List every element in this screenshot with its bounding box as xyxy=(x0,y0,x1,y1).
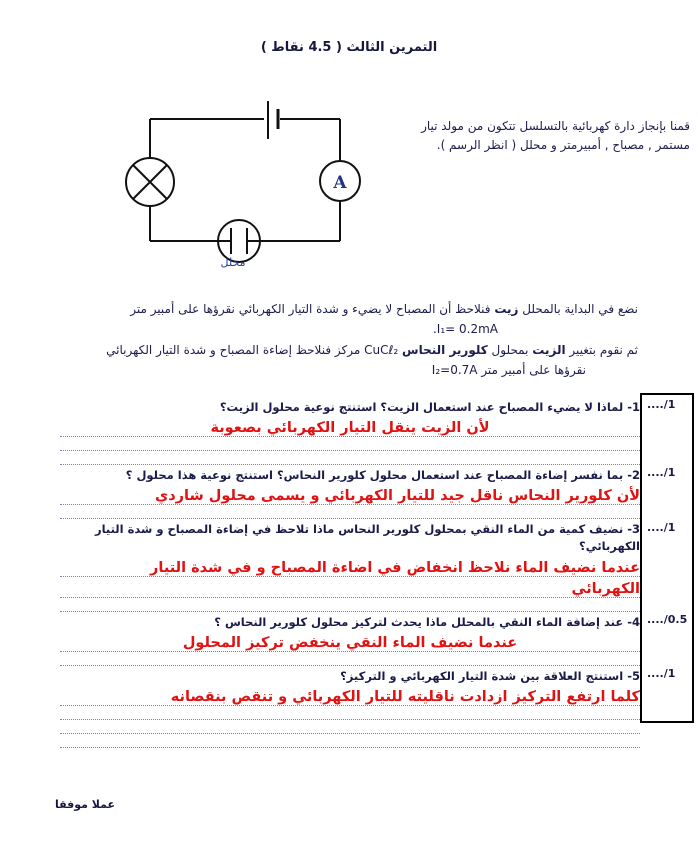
handwritten-answer: عندما نضيف الماء النقي ينخفض تركيز المحلول xyxy=(182,634,518,651)
handwritten-answer: لأن الزيت ينقل التيار الكهربائي بصعوبة xyxy=(210,419,490,436)
blank-dotted-line[interactable] xyxy=(60,652,640,666)
blank-dotted-line[interactable] xyxy=(60,505,640,519)
question-block xyxy=(60,612,640,666)
mark-allocation: ..../1 xyxy=(647,397,676,411)
mark-allocation: ..../0.5 xyxy=(647,612,688,626)
mark-allocation: ..../1 xyxy=(647,666,676,680)
ammeter-label: A xyxy=(333,173,347,193)
question-number: 3- xyxy=(627,522,640,537)
question-block xyxy=(60,397,640,465)
question-block xyxy=(60,519,640,612)
blank-dotted-line[interactable] xyxy=(60,451,640,465)
handwritten-answer: لأن كلورير النحاس ناقل جيد للتيار الكهربائي و يسمى محلول شاردي xyxy=(154,488,640,505)
questions-column xyxy=(60,397,640,749)
circuit-diagram xyxy=(30,101,412,269)
question-number: 2- xyxy=(627,467,640,482)
current-reading-2: نقرؤها على أمبير متر I₂=0.7A xyxy=(431,363,586,378)
answer-line[interactable] xyxy=(60,484,640,505)
handwritten-answer: عندما نضيف الماء نلاحظ انخفاض في اضاءة المصباح و في شدة التيار xyxy=(150,559,640,576)
blank-dotted-line[interactable] xyxy=(60,720,640,734)
questions-section xyxy=(0,397,698,749)
question-label: لماذا لا يضيء المصباح عند استعمال الزيت؟ استنتج نوعية محلول الزيت؟ xyxy=(219,399,624,414)
mark-allocation: ..../1 xyxy=(647,465,676,479)
question-label: بما نفسر إضاءة المصباح عند استعمال محلول كلورير النحاس؟ استنتج نوعية هذا محلول ؟ xyxy=(125,467,624,482)
mark-allocation: ..../1 xyxy=(647,520,676,534)
intro-paragraph: قمنا بإنجاز دارة كهربائية بالتسلسل تتكون من مولد تيار مستمر , مصباح , أمبيرمتر و محلل ( انظر الرسم ). xyxy=(421,119,690,153)
current-reading-1: I₁= 0.2mA. xyxy=(432,322,498,337)
question-block xyxy=(60,666,640,748)
experiment-line-3: ثم نقوم بتغيير الزيت بمحلول كلورير النحاس CuCℓ₂ مركز فنلاحظ إضاءة المصباح و شدة التيار الكهربائي xyxy=(106,342,638,357)
question-number: 5- xyxy=(627,668,640,683)
question-label: نضيف كمية من الماء النقي بمحلول كلورير النحاس ماذا تلاحظ في إضاءة المصباح و شدة التيار الكهربائي؟ xyxy=(94,522,640,554)
blank-dotted-line[interactable] xyxy=(60,437,640,451)
footer-note: عملا موفقا xyxy=(55,798,116,811)
question-text xyxy=(60,666,640,685)
question-number: 4- xyxy=(627,614,640,629)
page-title: التمرين الثالث ( 4.5 نقاط ) xyxy=(260,40,438,55)
blank-dotted-line[interactable] xyxy=(60,598,640,612)
question-label: عند إضافة الماء النقي بالمحلل ماذا يحدث لتركيز محلول كلورير النحاس ؟ xyxy=(214,614,624,629)
handwritten-answer: كلما ارتفع التركيز ازدادت ناقليته للتيار الكهربائي و تنقص بنقصانه xyxy=(170,689,640,706)
blank-dotted-line[interactable] xyxy=(60,734,640,748)
electrolyser-label: محلل xyxy=(220,256,246,269)
experiment-line-1: نضع في البداية بالمحلل زيت فنلاحظ أن المصباح لا يضيء و شدة التيار الكهربائي نقرؤها على أمبير متر xyxy=(130,302,638,316)
question-block xyxy=(60,465,640,519)
answer-line[interactable] xyxy=(60,631,640,652)
question-text xyxy=(60,465,640,484)
question-text xyxy=(60,519,640,556)
question-text xyxy=(60,612,640,631)
answer-line[interactable] xyxy=(60,556,640,577)
answer-line[interactable] xyxy=(60,577,640,598)
top-section xyxy=(0,101,698,269)
question-label: استنتج العلاقة بين شدة التيار الكهربائي و التركيز؟ xyxy=(340,668,624,683)
experiment-paragraph xyxy=(52,299,638,381)
answer-line[interactable] xyxy=(60,416,640,437)
blank-dotted-line[interactable] xyxy=(60,706,640,720)
answer-line[interactable] xyxy=(60,685,640,706)
question-text xyxy=(60,397,640,416)
circuit-wires xyxy=(126,101,360,262)
question-number: 1- xyxy=(627,399,640,414)
marks-box xyxy=(640,393,694,723)
handwritten-answer: الكهربائي xyxy=(571,580,640,597)
